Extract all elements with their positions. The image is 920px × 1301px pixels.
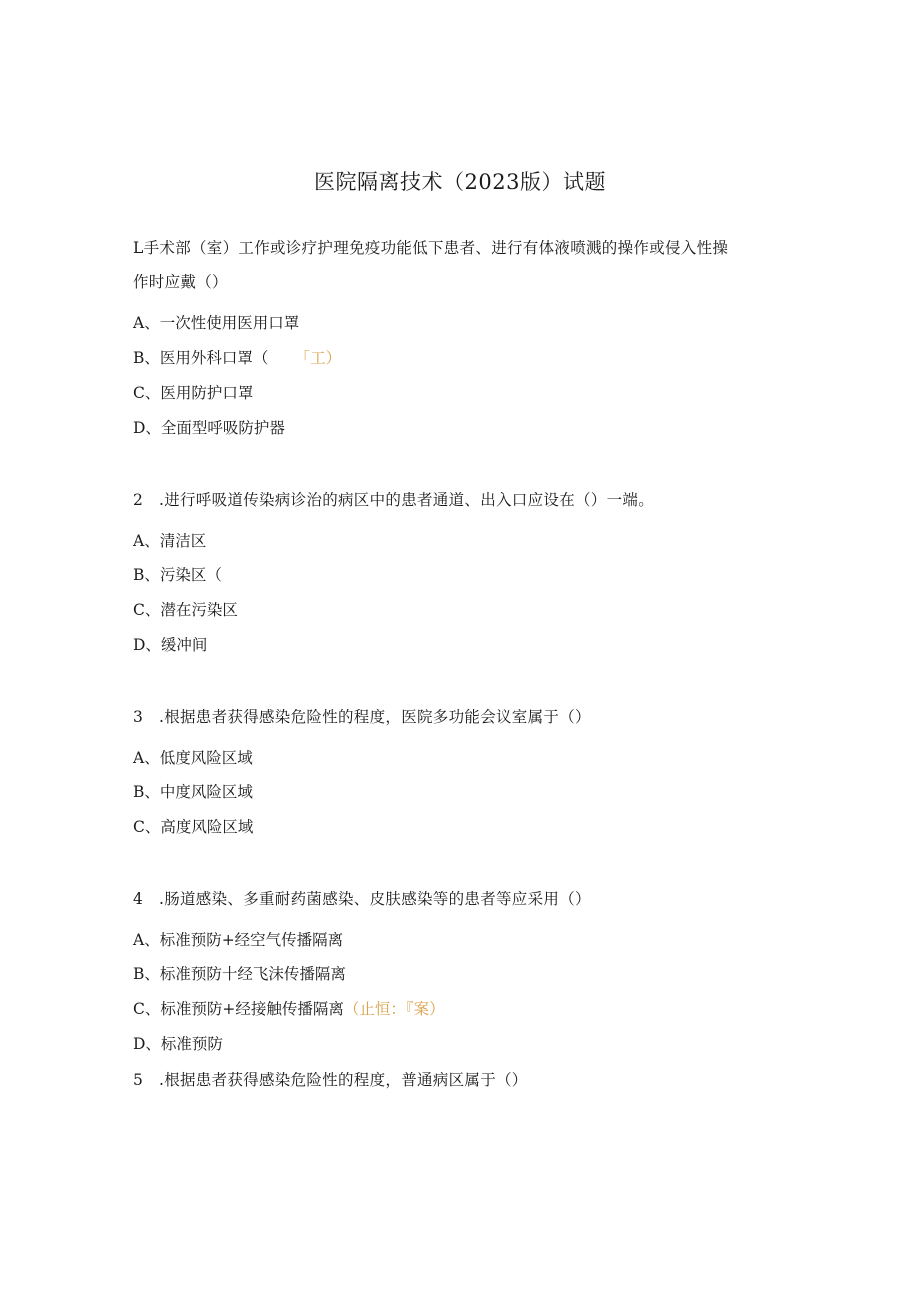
question-5-stem: 5 .根据患者获得感染危险性的程度，普通病区属于（） xyxy=(133,1071,528,1089)
question-1-option-b-text: B、医用外科口罩（ xyxy=(133,349,269,367)
question-3-stem: 3 .根据患者获得感染危险性的程度，医院多功能会议室属于（） xyxy=(133,708,591,726)
question-4-option-a: A、标准预防+经空气传播隔离 xyxy=(133,931,344,949)
question-1-option-d: D、全面型呼吸防护器 xyxy=(133,419,285,437)
question-1-stem-line-2: 作时应戴（） xyxy=(133,273,228,291)
question-3-option-b: B、中度风险区域 xyxy=(133,783,253,801)
question-1-option-c: C、医用防护口罩 xyxy=(133,384,254,402)
question-2-option-b: B、污染区（ xyxy=(133,566,222,584)
question-4-option-b: B、标准预防十经飞沫传播隔离 xyxy=(133,965,346,983)
question-2-option-d: D、缓冲间 xyxy=(133,636,208,654)
question-1-option-a: A、一次性使用医用口罩 xyxy=(133,314,300,332)
question-1-option-b xyxy=(133,348,341,368)
question-2-option-c: C、潜在污染区 xyxy=(133,601,238,619)
question-3-option-c: C、高度风险区域 xyxy=(133,818,254,836)
question-1-stem-line-1: L手术部（室）工作或诊疗护理免疫功能低下患者、进行有体液喷溅的操作或侵入性操 xyxy=(133,239,729,257)
question-4-stem: 4 .肠道感染、多重耐药菌感染、皮肤感染等的患者等应采用（） xyxy=(133,890,591,908)
question-2-stem: 2 .进行呼吸道传染病诊治的病区中的患者通道、出入口应设在（）一端。 xyxy=(133,491,654,509)
page-title: 医院隔离技术（2023版）试题 xyxy=(314,170,606,194)
question-4-option-c xyxy=(133,999,445,1019)
question-4-option-c-text: C、标准预防+经接触传播隔离 xyxy=(133,1000,344,1018)
question-4-option-d: D、标准预防 xyxy=(133,1035,223,1053)
question-3-option-a: A、低度风险区域 xyxy=(133,749,253,767)
question-2-option-a: A、清洁区 xyxy=(133,532,207,550)
question-1-answer-mark: 「工） xyxy=(302,349,342,367)
question-4-answer-mark: （止恒：『案） xyxy=(343,1000,445,1018)
